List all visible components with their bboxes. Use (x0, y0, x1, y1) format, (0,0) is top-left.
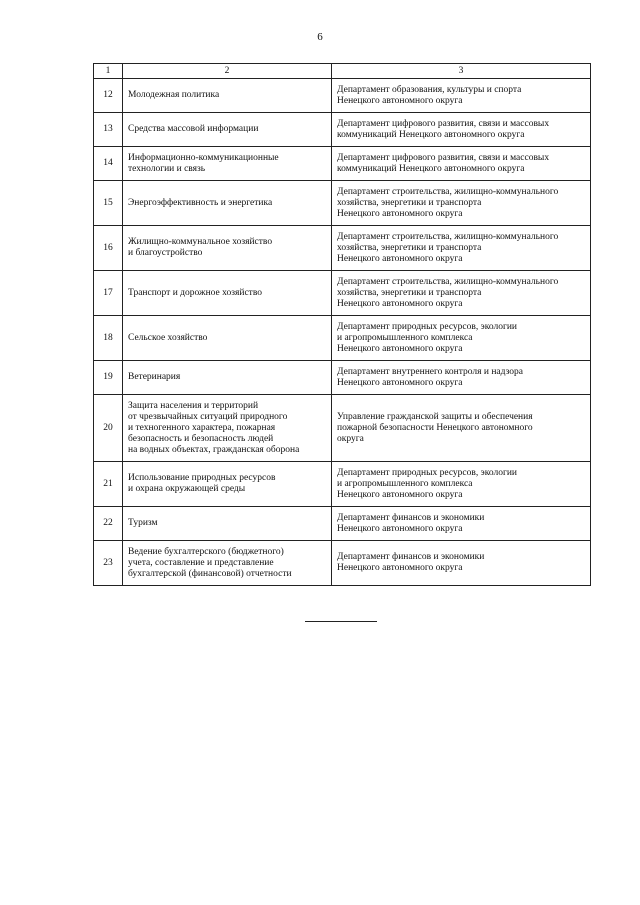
activity-area-line: Молодежная политика (128, 90, 220, 100)
activity-area-line: бухгалтерской (финансовой) отчетности (128, 568, 292, 579)
activity-area-cell (123, 395, 332, 462)
table-header-row (94, 64, 591, 79)
row-number: 20 (94, 395, 123, 462)
department-line: хозяйства, энергетики и транспорта (337, 242, 482, 253)
department-line: коммуникаций Ненецкого автономного округа (337, 163, 525, 174)
activity-area-cell (123, 541, 332, 586)
activity-area-line: Средства массовой информации (128, 124, 259, 134)
activity-area-line: и техногенного характера, пожарная (128, 422, 276, 433)
department-line: округа (337, 433, 364, 444)
department-line: Департамент природных ресурсов, экологии (337, 467, 518, 478)
department-line: коммуникаций Ненецкого автономного округа (337, 129, 525, 140)
page-number: 6 (317, 31, 323, 43)
table-row (94, 79, 591, 113)
row-number: 23 (94, 541, 123, 586)
activity-area-line: Энергоэффективность и энергетика (128, 197, 273, 208)
table-row (94, 113, 591, 147)
activity-area-cell (123, 271, 332, 316)
department-line: Ненецкого автономного округа (337, 377, 463, 388)
table-row (94, 462, 591, 507)
row-number: 22 (94, 507, 123, 541)
department-line: и агропромышленного комплекса (337, 332, 473, 343)
activity-area-line: технологии и связь (128, 163, 206, 174)
table-row (94, 226, 591, 271)
row-number: 16 (94, 226, 123, 271)
department-line: Ненецкого автономного округа (337, 208, 463, 219)
row-number: 15 (94, 181, 123, 226)
department-cell (332, 462, 591, 507)
table-row (94, 271, 591, 316)
department-line: Департамент цифрового развития, связи и массовых (337, 152, 550, 163)
department-cell (332, 226, 591, 271)
department-cell (332, 316, 591, 361)
department-line: Департамент строительства, жилищно-коммунального (337, 186, 559, 197)
activity-area-line: безопасность и безопасность людей (128, 433, 274, 444)
department-cell (332, 113, 591, 147)
activity-area-line: на водных объектах, гражданская оборона (128, 444, 300, 455)
department-line: Ненецкого автономного округа (337, 343, 463, 354)
table-row (94, 181, 591, 226)
activity-area-line: Ветеринария (128, 372, 181, 382)
row-number: 17 (94, 271, 123, 316)
row-number: 12 (94, 79, 123, 113)
department-line: Ненецкого автономного округа (337, 489, 463, 500)
table-row (94, 395, 591, 462)
department-line: Ненецкого автономного округа (337, 95, 463, 106)
department-line: Департамент внутреннего контроля и надзора (337, 366, 524, 377)
activity-area-cell (123, 316, 332, 361)
department-cell (332, 147, 591, 181)
activity-area-line: и охрана окружающей среды (128, 484, 246, 494)
table-row (94, 316, 591, 361)
activity-area-line: учета, составление и представление (128, 557, 274, 568)
activity-area-line: Сельское хозяйство (128, 332, 208, 343)
row-number: 18 (94, 316, 123, 361)
department-line: пожарной безопасности Ненецкого автономного (337, 422, 533, 433)
activity-area-line: Туризм (128, 518, 158, 528)
department-cell (332, 395, 591, 462)
activity-area-line: Жилищно-коммунальное хозяйство (128, 237, 273, 247)
activity-area-cell (123, 147, 332, 181)
activity-area-cell (123, 462, 332, 507)
activity-area-cell (123, 181, 332, 226)
activity-area-line: и благоустройство (128, 248, 203, 258)
table-row (94, 361, 591, 395)
activity-area-line: Информационно-коммуникационные (128, 152, 279, 163)
activity-area-cell (123, 507, 332, 541)
activity-area-cell (123, 226, 332, 271)
department-line: Департамент финансов и экономики (337, 512, 485, 523)
department-line: Ненецкого автономного округа (337, 253, 463, 264)
row-number: 19 (94, 361, 123, 395)
activity-area-line: Ведение бухгалтерского (бюджетного) (128, 546, 284, 557)
activity-area-line: от чрезвычайных ситуаций природного (128, 411, 288, 422)
department-line: Ненецкого автономного округа (337, 298, 463, 309)
department-cell (332, 541, 591, 586)
department-line: Департамент цифрового развития, связи и массовых (337, 118, 550, 129)
department-line: Департамент строительства, жилищно-коммунального (337, 276, 559, 287)
activity-area-cell (123, 361, 332, 395)
department-line: Управление гражданской защиты и обеспечения (337, 411, 533, 422)
activity-area-line: Защита населения и территорий (128, 400, 259, 411)
row-number: 13 (94, 113, 123, 147)
table-row (94, 147, 591, 181)
department-cell (332, 507, 591, 541)
department-line: Департамент финансов и экономики (337, 552, 485, 562)
activity-area-line: Транспорт и дорожное хозяйство (128, 287, 262, 298)
department-line: Департамент природных ресурсов, экологии (337, 321, 518, 332)
department-line: хозяйства, энергетики и транспорта (337, 197, 482, 208)
header-cell-col2: 2 (123, 64, 332, 79)
activity-area-line: Использование природных ресурсов (128, 473, 276, 483)
end-of-document-rule (305, 621, 377, 622)
department-line: Департамент строительства, жилищно-коммунального (337, 231, 559, 242)
department-line: хозяйства, энергетики и транспорта (337, 287, 482, 298)
department-cell (332, 361, 591, 395)
department-cell (332, 181, 591, 226)
department-line: Ненецкого автономного округа (337, 523, 463, 534)
table-row (94, 541, 591, 586)
table-body (94, 64, 591, 586)
department-line: и агропромышленного комплекса (337, 478, 473, 489)
departments-table (93, 63, 591, 586)
department-cell (332, 271, 591, 316)
row-number: 21 (94, 462, 123, 507)
header-cell-col1: 1 (94, 64, 123, 79)
header-cell-col3: 3 (332, 64, 591, 79)
row-number: 14 (94, 147, 123, 181)
department-line: Ненецкого автономного округа (337, 563, 463, 573)
department-cell (332, 79, 591, 113)
activity-area-cell (123, 79, 332, 113)
activity-area-cell (123, 113, 332, 147)
department-line: Департамент образования, культуры и спорта (337, 84, 522, 95)
table-row (94, 507, 591, 541)
